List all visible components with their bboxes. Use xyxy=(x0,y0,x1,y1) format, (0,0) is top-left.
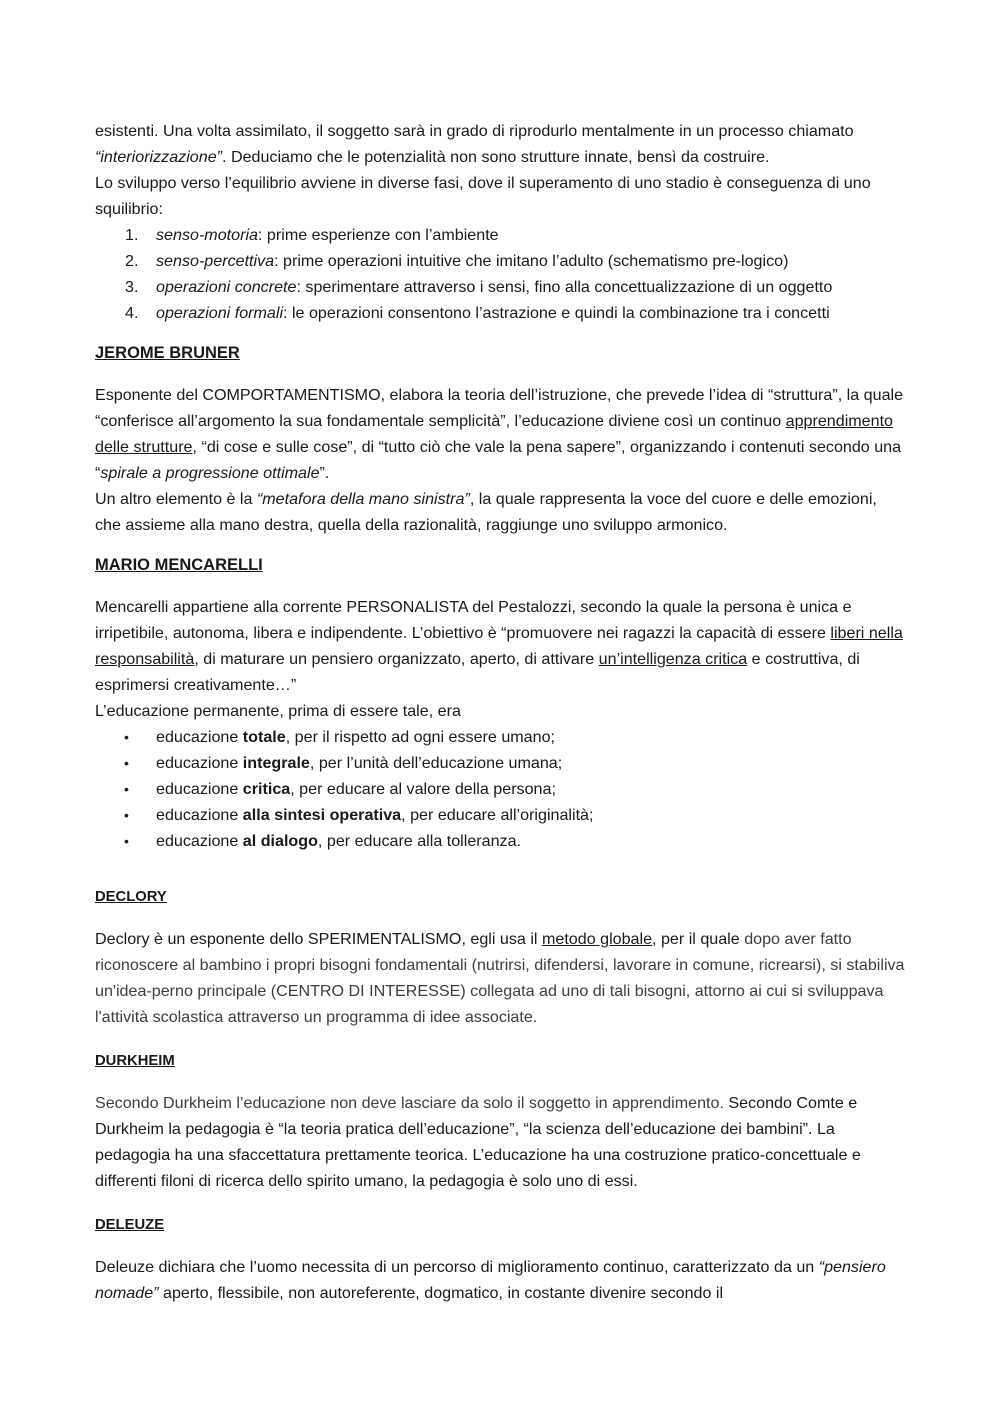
italic-term: “interiorizzazione” xyxy=(95,148,223,166)
list-number: 2. xyxy=(125,252,139,270)
underlined-term: apprendimento delle strutture xyxy=(95,412,894,456)
text-run: Esponente del COMPORTAMENTISMO, elabora la teoria dell’istruzione, che prevede l’idea di “struttura”, la quale “conferisce all’argomento la sua fondamentale semplicità”, l’educazione diviene così un continuo xyxy=(95,386,904,430)
bullet-icon: • xyxy=(124,755,129,771)
text-run: Un altro elemento è la xyxy=(95,490,257,508)
text-run: , per educare al valore della persona; xyxy=(290,780,556,798)
text-run: Deleuze dichiara che l’uomo necessita di un percorso di miglioramento continuo, caratterizzato da un xyxy=(95,1258,819,1276)
bullet-icon: • xyxy=(124,807,129,823)
text-run: e costruttiva, di esprimersi creativamente…” xyxy=(95,650,860,694)
text-run: ”. xyxy=(319,464,330,482)
declory-paragraph xyxy=(95,926,907,1030)
stage-term: operazioni formali xyxy=(156,304,284,322)
list-item xyxy=(95,300,907,326)
text-run: Mencarelli appartiene alla corrente PERSONALISTA del Pestalozzi, secondo la quale la persona è unica e irripetibile, autonoma, libera e indipendente. L’obiettivo è “promuovere nei ragazzi la capacità di essere xyxy=(95,598,852,642)
list-item xyxy=(95,776,907,802)
text-run: Declory è un esponente dello SPERIMENTALISMO, egli usa il xyxy=(95,930,542,948)
bullet-icon: • xyxy=(124,781,129,797)
list-item xyxy=(95,222,907,248)
italic-term: “metafora della mano sinistra” xyxy=(256,490,470,508)
bold-term: critica xyxy=(242,780,291,798)
section-heading-durkheim: DURKHEIM xyxy=(95,1053,175,1069)
list-number: 4. xyxy=(125,304,139,322)
text-run: per il quale xyxy=(656,930,745,948)
document-page xyxy=(95,118,907,1306)
text-run: Secondo Durkheim l’educazione non deve lasciare da solo il soggetto in apprendimento. xyxy=(95,1094,724,1112)
italic-term: “pensiero nomade” xyxy=(95,1258,886,1302)
bold-term: alla sintesi operativa xyxy=(242,806,402,824)
italic-term: spirale a progressione ottimale xyxy=(100,464,320,482)
list-item xyxy=(95,828,907,854)
text-run: dopo aver fatto riconoscere al bambino i propri bisogni fondamentali (nutrirsi, difendersi, lavorare in comune, ricrearsi), si stabiliva un'idea-perno principale (CENTRO DI INTERESSE) collegata ad uno di tali bisogni, attorno ai cui si sviluppava l'attività scolastica attraverso un programma di idee associate. xyxy=(95,930,905,1026)
underlined-term: un’intelligenza critica xyxy=(598,650,748,668)
underlined-term: liberi nella responsabilità xyxy=(95,624,903,668)
mencarelli-paragraph-2: L’educazione permanente, prima di essere tale, era xyxy=(95,702,461,720)
bullet-icon: • xyxy=(124,833,129,849)
list-number: 3. xyxy=(125,278,139,296)
stage-text: : prime esperienze con l’ambiente xyxy=(257,226,499,244)
stage-text: : prime operazioni intuitive che imitano l’adulto (schematismo pre-logico) xyxy=(274,252,789,270)
stage-text: : sperimentare attraverso i sensi, fino alla concettualizzazione di un oggetto xyxy=(296,278,833,296)
text-run: , per il rispetto ad ogni essere umano; xyxy=(285,728,556,746)
list-item xyxy=(95,750,907,776)
text-run: , la quale rappresenta la voce del cuore e delle emozioni, che assieme alla mano destra, quella della razionalità, raggiunge uno sviluppo armonico. xyxy=(95,490,877,534)
underlined-term: metodo globale, xyxy=(541,930,657,948)
section-heading-declory: DECLORY xyxy=(95,889,167,905)
text-run: , per educare alla tolleranza. xyxy=(317,832,522,850)
list-number: 1. xyxy=(125,226,139,244)
text-run: . Deduciamo che le potenzialità non sono strutture innate, bensì da costruire. xyxy=(222,148,770,166)
bruner-paragraph-2 xyxy=(95,486,907,538)
text-run: educazione xyxy=(156,728,243,746)
text-run: educazione xyxy=(156,780,243,798)
section-heading-bruner: JEROME BRUNER xyxy=(95,344,240,362)
text-run: esistenti. Una volta assimilato, il soggetto sarà in grado di riprodurlo mentalmente in un processo chiamato xyxy=(95,122,854,140)
list-item xyxy=(95,724,907,750)
text-run: educazione xyxy=(156,806,243,824)
stage-term: senso-motoria xyxy=(156,226,258,244)
list-item xyxy=(95,248,907,274)
education-types-list xyxy=(95,724,907,854)
bold-term: totale xyxy=(242,728,286,746)
intro-paragraph xyxy=(95,118,907,170)
stage-text: : le operazioni consentono l’astrazione e quindi la combinazione tra i concetti xyxy=(283,304,830,322)
bruner-paragraph-1 xyxy=(95,382,907,486)
text-run: , di maturare un pensiero organizzato, aperto, di attivare xyxy=(194,650,599,668)
text-run: , “di cose e sulle cose”, di “tutto ciò che vale la pena sapere”, organizzando i contenuti secondo una “ xyxy=(95,438,902,482)
stage-term: senso-percettiva xyxy=(156,252,275,270)
text-run: aperto, flessibile, non autoreferente, dogmatico, in costante divenire secondo il xyxy=(158,1284,724,1302)
text-run: Secondo Comte e Durkheim la pedagogia è “la teoria pratica dell’educazione”, “la scienza dell’educazione dei bambini”. La pedagogia ha una sfaccettatura prettamente teorica. L’educazione ha una costruzione pratico-concettuale e differenti filoni di ricerca dello spirito umano, la pedagogia è solo uno di essi. xyxy=(95,1094,861,1190)
section-heading-mencarelli: MARIO MENCARELLI xyxy=(95,556,263,574)
list-item xyxy=(95,802,907,828)
text-run: educazione xyxy=(156,754,243,772)
deleuze-paragraph xyxy=(95,1254,907,1306)
text-run: , per l’unità dell’educazione umana; xyxy=(309,754,563,772)
stage-term: operazioni concrete xyxy=(156,278,297,296)
text-run: , per educare all’originalità; xyxy=(401,806,594,824)
mencarelli-paragraph-1 xyxy=(95,594,907,698)
stages-list xyxy=(95,222,907,326)
bullet-icon: • xyxy=(124,729,129,745)
list-item xyxy=(95,274,907,300)
section-heading-deleuze: DELEUZE xyxy=(95,1217,165,1233)
bold-term: integrale xyxy=(242,754,310,772)
durkheim-paragraph xyxy=(95,1090,907,1194)
text-run: educazione xyxy=(156,832,243,850)
bold-term: al dialogo xyxy=(242,832,318,850)
stages-intro-paragraph: Lo sviluppo verso l’equilibrio avviene in diverse fasi, dove il superamento di uno stadio è conseguenza di uno squilibrio: xyxy=(95,174,871,218)
